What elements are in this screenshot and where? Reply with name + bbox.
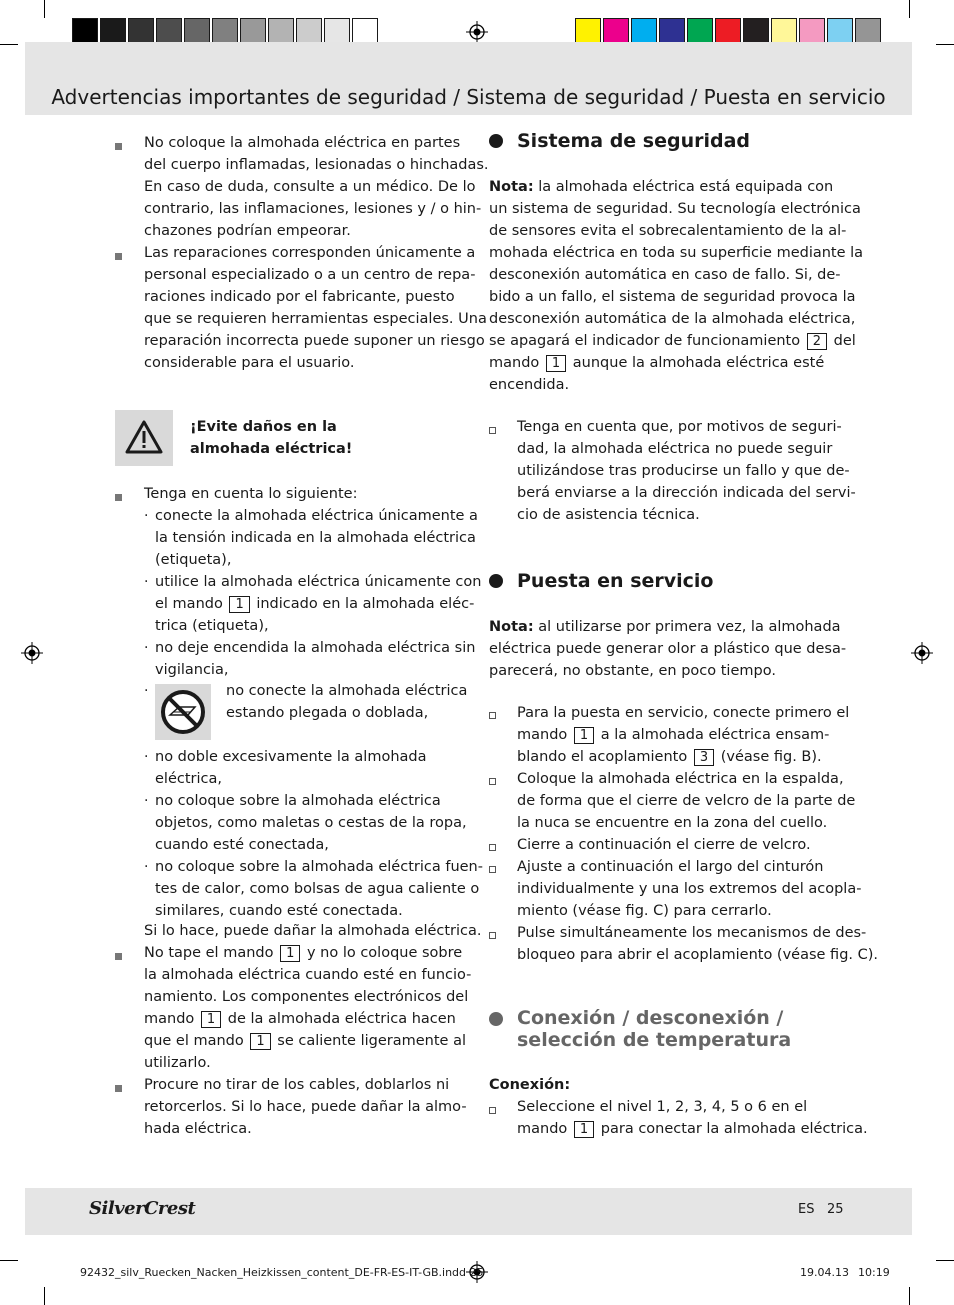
- warning-box: [115, 410, 173, 466]
- note-line: encendida.: [489, 377, 570, 393]
- color-swatch: [72, 18, 98, 45]
- text-line: eléctrica puede generar olor a plástico que desa-: [489, 641, 847, 657]
- text-span: aunque la almohada eléctrica esté: [572, 355, 825, 371]
- color-swatch: [100, 18, 126, 45]
- dot-bullet-icon: ·: [144, 683, 149, 699]
- no-folding-icon: [155, 684, 211, 740]
- text-span: del: [833, 333, 856, 349]
- registration-mark-icon: [466, 21, 488, 43]
- text-line: personal especializado o a un centro de repa-: [144, 267, 476, 283]
- text-line: Las reparaciones corresponden únicamente a: [144, 245, 476, 261]
- text-line: la nuca se encuentre en la zona del cuello.: [517, 815, 828, 831]
- part-number-box: 3: [694, 749, 714, 766]
- part-number-box: 1: [250, 1033, 270, 1050]
- color-swatch: [575, 18, 601, 45]
- bullet-remote-line: [144, 1008, 456, 1030]
- color-swatch: [659, 18, 685, 45]
- section-bullet-icon: [489, 574, 503, 588]
- print-date: 19.04.13: [800, 1266, 849, 1279]
- part-number-box: 1: [201, 1011, 221, 1028]
- text-span: indicado en la almohada eléc-: [256, 596, 475, 612]
- part-number-box: 1: [280, 945, 300, 962]
- text-line: conecte la almohada eléctrica únicamente a: [155, 508, 478, 524]
- warning-triangle-icon: [115, 410, 173, 466]
- text-line: En caso de duda, consulte a un médico. De lo: [144, 179, 476, 195]
- part-number-box: 1: [546, 355, 566, 372]
- text-span: se caliente ligeramente al: [277, 1033, 466, 1049]
- text-span: para conectar la almohada eléctrica.: [600, 1121, 868, 1137]
- text-line: no conecte la almohada eléctrica: [226, 683, 468, 699]
- text-line: de sensores evita el sobrecalentamiento de la al-: [489, 223, 847, 239]
- part-number-box: 1: [574, 1121, 594, 1138]
- text-span: al utilizarse por primera vez, la almohada: [538, 619, 841, 635]
- text-line: cuando esté conectada,: [155, 837, 329, 853]
- bullet-remote-line: [144, 1030, 466, 1052]
- crop-mark: [44, 0, 45, 18]
- bullet-remote-line: namiento. Los componentes electrónicos del: [144, 989, 469, 1005]
- dot-bullet-icon: ·: [144, 749, 149, 765]
- text-span: se apagará el indicador de funcionamiento: [489, 333, 801, 349]
- part-number-box: 1: [574, 727, 594, 744]
- text-line: desconexión automática de la almohada eléctrica,: [489, 311, 856, 327]
- crop-mark: [0, 1260, 18, 1261]
- text-line: raciones indicado por el fabricante, puesto: [144, 289, 455, 305]
- text-span: y no lo coloque sobre: [306, 945, 463, 961]
- text-line: retorcerlos. Si lo hace, puede dañar la almo-: [144, 1099, 467, 1115]
- text-line: que se requieren herramientas especiales. Una: [144, 311, 487, 327]
- text-line: hada eléctrica.: [144, 1121, 252, 1137]
- crop-mark: [44, 1287, 45, 1305]
- text-span: No tape el mando: [144, 945, 274, 961]
- step-line: Seleccione el nivel 1, 2, 3, 4, 5 o 6 en el: [517, 1099, 808, 1115]
- step-line: Cierre a continuación el cierre de velcro.: [517, 837, 811, 853]
- damage-note: Si lo hace, puede dañar la almohada eléctrica.: [144, 923, 482, 939]
- section-heading-start-up: Puesta en servicio: [517, 570, 714, 592]
- text-line: no doble excesivamente la almohada: [155, 749, 427, 765]
- text-line: Coloque la almohada eléctrica en la espalda,: [517, 771, 844, 787]
- text-line: Procure no tirar de los cables, doblarlos ni: [144, 1077, 450, 1093]
- text-line: bloqueo para abrir el acoplamiento (véase fig. C).: [517, 947, 879, 963]
- text-line: Pulse simultáneamente los mecanismos de des-: [517, 925, 867, 941]
- color-swatch: [268, 18, 294, 45]
- part-number-box: 1: [229, 596, 249, 613]
- page-number: 25: [827, 1202, 844, 1217]
- bullet-note-intro: Tenga en cuenta lo siguiente:: [144, 486, 358, 502]
- item-remote-line: [155, 593, 474, 615]
- dot-bullet-icon: ·: [144, 859, 149, 875]
- color-swatch: [771, 18, 797, 45]
- color-swatch: [603, 18, 629, 45]
- section-heading-connection: selección de temperatura: [517, 1029, 792, 1051]
- checkbox-bullet-icon: [489, 866, 496, 873]
- text-line: no coloque sobre la almohada eléctrica: [155, 793, 441, 809]
- checkbox-bullet-icon: [489, 1107, 496, 1114]
- text-line: eléctrica,: [155, 771, 222, 787]
- checkbox-bullet-icon: [489, 932, 496, 939]
- color-swatch: [240, 18, 266, 45]
- color-swatch: [324, 18, 350, 45]
- subheading-connection: Conexión:: [489, 1077, 571, 1093]
- language-code: ES: [798, 1202, 815, 1217]
- color-swatch: [715, 18, 741, 45]
- color-swatch: [631, 18, 657, 45]
- no-folding-pictogram: [155, 684, 211, 740]
- bullet-icon: [115, 143, 122, 150]
- crop-mark: [936, 44, 954, 45]
- warning-title-line: almohada eléctrica!: [190, 441, 353, 457]
- text-span: blando el acoplamiento: [517, 749, 688, 765]
- print-time: 10:19: [858, 1266, 890, 1279]
- text-span: mando: [489, 355, 540, 371]
- step-line: [517, 724, 829, 746]
- bullet-icon: [115, 253, 122, 260]
- text-line: mohada eléctrica en toda su superficie mediante la: [489, 245, 864, 261]
- dot-bullet-icon: ·: [144, 574, 149, 590]
- part-number-box: 2: [807, 333, 827, 350]
- item-remote-line: trica (etiqueta),: [155, 618, 269, 634]
- checkbox-bullet-icon: [489, 427, 496, 434]
- text-line: similares, cuando esté conectada.: [155, 903, 403, 919]
- note-line: [489, 330, 856, 352]
- checkbox-bullet-icon: [489, 844, 496, 851]
- text-span: mando: [517, 727, 568, 743]
- note-label: Nota:: [489, 179, 534, 195]
- text-line: vigilancia,: [155, 662, 229, 678]
- bullet-icon: [115, 1085, 122, 1092]
- section-bullet-icon: [489, 1012, 503, 1026]
- bullet-remote-line: [144, 942, 462, 964]
- text-span: mando: [517, 1121, 568, 1137]
- step-line: [517, 1118, 868, 1140]
- color-swatch: [743, 18, 769, 45]
- text-line: Tenga en cuenta que, por motivos de seguri-: [517, 419, 842, 435]
- text-line: bido a un fallo, el sistema de seguridad provoca la: [489, 289, 856, 305]
- color-swatch: [296, 18, 322, 45]
- section-bullet-icon: [489, 134, 503, 148]
- color-swatch: [212, 18, 238, 45]
- text-line: contrario, las inflamaciones, lesiones y / o hin-: [144, 201, 482, 217]
- text-line: parecerá, no obstante, en poco tiempo.: [489, 663, 776, 679]
- text-span: mando: [144, 1011, 195, 1027]
- text-line: chazones podrían empeorar.: [144, 223, 351, 239]
- crop-mark: [909, 0, 910, 18]
- item-remote-line: utilice la almohada eléctrica únicamente con: [155, 574, 482, 590]
- color-swatch: [687, 18, 713, 45]
- text-line: utilizándose tras producirse un fallo y que de-: [517, 463, 850, 479]
- text-line: cio de asistencia técnica.: [517, 507, 700, 523]
- text-line: objetos, como maletas o cestas de la ropa,: [155, 815, 467, 831]
- crop-mark: [936, 1260, 954, 1261]
- text-span: a la almohada eléctrica ensam-: [600, 727, 830, 743]
- crop-mark: [909, 1287, 910, 1305]
- step-line: Para la puesta en servicio, conecte primero el: [517, 705, 850, 721]
- note-line: [489, 176, 833, 198]
- bullet-remote-line: utilizarlo.: [144, 1055, 211, 1071]
- color-swatch: [352, 18, 378, 45]
- text-line: no coloque sobre la almohada eléctrica fuen-: [155, 859, 483, 875]
- checkbox-bullet-icon: [489, 712, 496, 719]
- page-title: Advertencias importantes de seguridad / Sistema de seguridad / Puesta en servicio: [51, 85, 886, 109]
- text-line: Ajuste a continuación el largo del cinturón: [517, 859, 824, 875]
- checkbox-bullet-icon: [489, 778, 496, 785]
- bullet-remote-line: la almohada eléctrica cuando esté en funcio-: [144, 967, 472, 983]
- dot-bullet-icon: ·: [144, 640, 149, 656]
- text-line: dad, la almohada eléctrica no puede seguir: [517, 441, 833, 457]
- note-label: Nota:: [489, 619, 534, 635]
- dot-bullet-icon: ·: [144, 508, 149, 524]
- color-swatch: [156, 18, 182, 45]
- text-span: de la almohada eléctrica hacen: [227, 1011, 456, 1027]
- text-line: estando plegada o doblada,: [226, 705, 429, 721]
- color-swatch: [128, 18, 154, 45]
- text-line: un sistema de seguridad. Su tecnología electrónica: [489, 201, 861, 217]
- text-line: la tensión indicada en la almohada eléctrica: [155, 530, 476, 546]
- bullet-icon: [115, 494, 122, 501]
- color-swatch: [827, 18, 853, 45]
- warning-title-line: ¡Evite daños en la: [190, 419, 337, 435]
- text-line: desconexión automática en caso de fallo. Si, de-: [489, 267, 841, 283]
- crop-mark: [0, 44, 18, 45]
- registration-mark-icon: [21, 642, 43, 664]
- step-line: [517, 746, 822, 768]
- registration-mark-icon: [911, 642, 933, 664]
- text-line: de forma que el cierre de velcro de la parte de: [517, 793, 856, 809]
- note-line: [489, 616, 841, 638]
- note-line: [489, 352, 824, 374]
- text-line: berá enviarse a la dirección indicada del servi-: [517, 485, 856, 501]
- color-swatch: [855, 18, 881, 45]
- text-span: el mando: [155, 596, 223, 612]
- text-line: (etiqueta),: [155, 552, 232, 568]
- bullet-icon: [115, 953, 122, 960]
- text-line: miento (véase fig. C) para cerrarlo.: [517, 903, 772, 919]
- dot-bullet-icon: ·: [144, 793, 149, 809]
- text-span: la almohada eléctrica está equipada con: [538, 179, 834, 195]
- text-line: tes de calor, como bolsas de agua caliente o: [155, 881, 480, 897]
- text-span: (véase fig. B).: [720, 749, 822, 765]
- text-line: no deje encendida la almohada eléctrica sin: [155, 640, 476, 656]
- text-line: del cuerpo inflamadas, lesionadas o hinchadas.: [144, 157, 489, 173]
- brand-logo: SilverCrest: [89, 1198, 196, 1219]
- text-span: que el mando: [144, 1033, 244, 1049]
- text-line: considerable para el usuario.: [144, 355, 355, 371]
- text-line: No coloque la almohada eléctrica en partes: [144, 135, 461, 151]
- text-line: reparación incorrecta puede suponer un riesgo: [144, 333, 485, 349]
- color-swatch: [184, 18, 210, 45]
- section-heading-connection: Conexión / desconexión /: [517, 1007, 784, 1029]
- text-line: individualmente y una los extremos del acopla-: [517, 881, 862, 897]
- section-heading-safety-system: Sistema de seguridad: [517, 130, 751, 152]
- print-file-name: 92432_silv_Ruecken_Nacken_Heizkissen_content_DE-FR-ES-IT-GB.indd 25: [80, 1266, 484, 1279]
- color-swatch: [799, 18, 825, 45]
